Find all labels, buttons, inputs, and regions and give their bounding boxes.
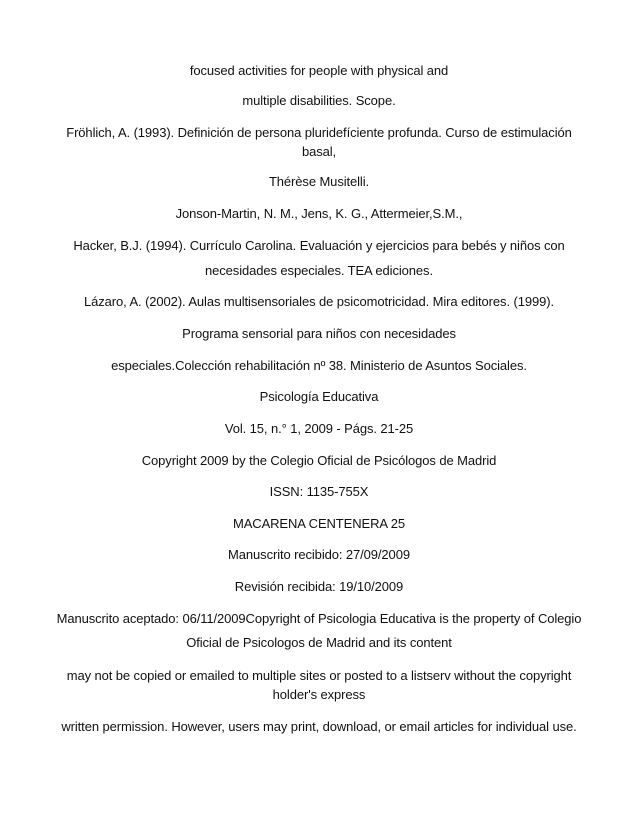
text-line: Copyright 2009 by the Colegio Oficial de Psicólogos de Madrid: [141, 453, 497, 468]
text-line: ISSN: 1135-755X: [269, 484, 369, 499]
text-line: Thérèse Musitelli.: [268, 174, 370, 189]
text-line: Manuscrito recibido: 27/09/2009: [228, 547, 410, 562]
text-line: written permission. However, users may print, download, or email articles for individual use.: [61, 719, 577, 734]
text-line: Fröhlich, A. (1993). Definición de persona pluridefíciente profunda. Curso de estimulación: [66, 125, 572, 140]
text-line: Jonson-Martin, N. M., Jens, K. G., Attermeier,S.M.,: [175, 206, 463, 221]
text-line: MACARENA CENTENERA 25: [232, 516, 405, 531]
text-line: Lázaro, A. (2002). Aulas multisensoriales de psicomotricidad. Mira editores. (1999).: [84, 294, 554, 309]
text-line: holder's express: [272, 687, 366, 702]
text-line: multiple disabilities. Scope.: [242, 93, 396, 108]
text-line: Psicología Educativa: [259, 389, 379, 404]
text-line: focused activities for people with physical and: [189, 63, 449, 78]
text-line: especiales.Colección rehabilitación nº 38. Ministerio de Asuntos Sociales.: [111, 358, 527, 373]
text-line: Hacker, B.J. (1994). Currículo Carolina. Evaluación y ejercicios para bebés y niños con: [73, 238, 565, 253]
text-line: may not be copied or emailed to multiple sites or posted to a listserv without the copyright: [66, 668, 572, 683]
text-line: Revisión recibida: 19/10/2009: [234, 579, 404, 594]
text-line: Vol. 15, n.° 1, 2009 - Págs. 21-25: [224, 421, 414, 436]
text-line: necesidades especiales. TEA ediciones.: [205, 263, 433, 278]
text-line: basal,: [301, 144, 337, 159]
text-line: Manuscrito aceptado: 06/11/2009Copyright of Psicologia Educativa is the property of Colegio: [56, 611, 582, 626]
text-line: Programa sensorial para niños con necesidades: [182, 326, 456, 341]
text-line: Oficial de Psicologos de Madrid and its content: [186, 635, 452, 650]
